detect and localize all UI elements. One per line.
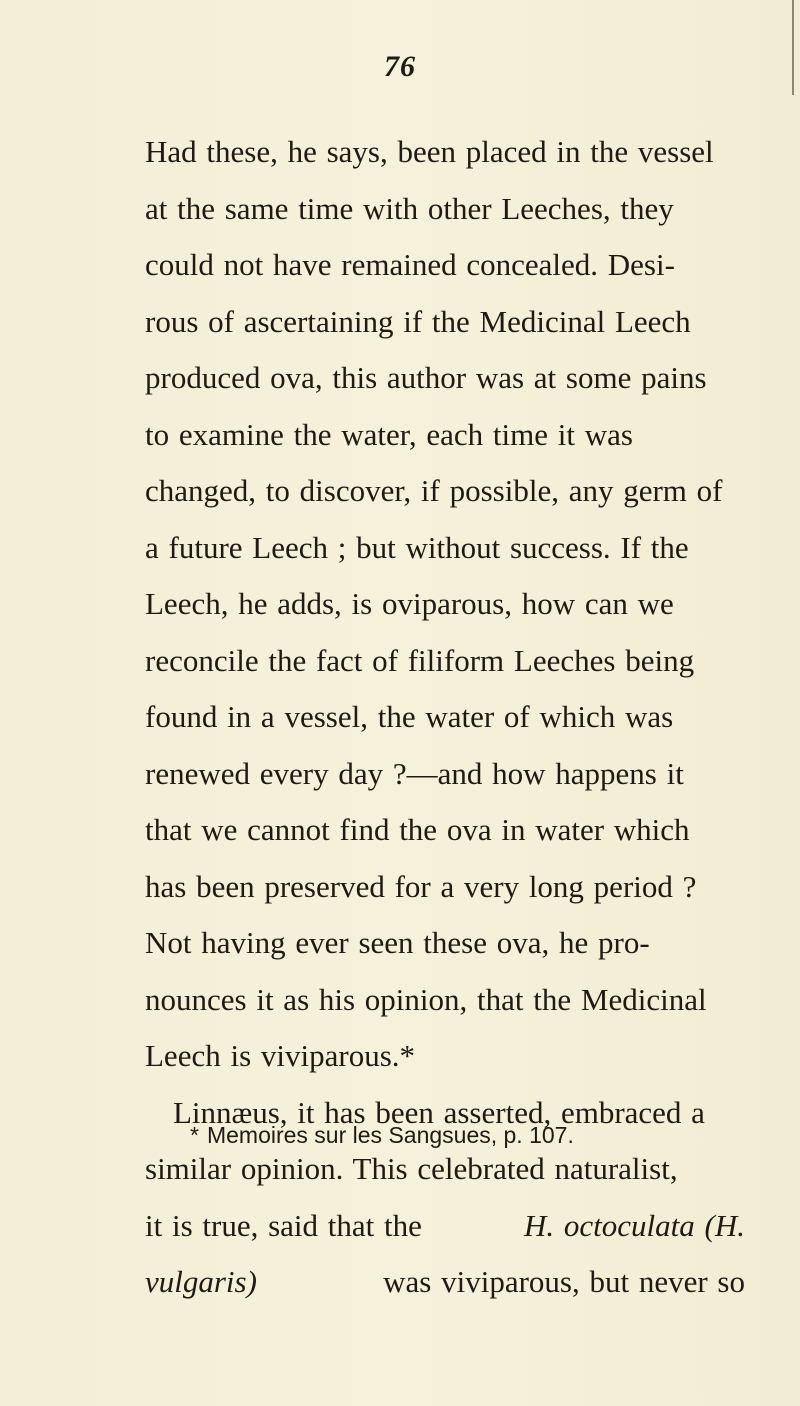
text-line-7: changed, to discover, if possible, any germ of: [145, 473, 723, 508]
text-line-4: rous of ascertaining if the Medicinal Leech: [145, 303, 691, 339]
text-line-12: renewed every day ?—and how happens it: [145, 755, 684, 791]
footnote-text: Memoires sur les Sangsues, p. 107.: [206, 1122, 574, 1148]
text-line-8: a future Leech ; but without success. If the: [145, 529, 689, 565]
text-line-18: Linnæus, it has been asserted, embraced a: [173, 1094, 705, 1130]
text-line-14: has been preserved for a very long period ?: [145, 868, 697, 904]
text-line-6: to examine the water, each time it was: [145, 416, 633, 452]
text-line-15: Not having ever seen these ova, he pro-: [145, 925, 650, 960]
text-line-21-roman: was viviparous, but never so: [383, 1264, 745, 1299]
text-line-2: at the same time with other Leeches, they: [145, 190, 674, 226]
text-line-10: reconcile the fact of filiform Leeches being: [145, 642, 695, 678]
text-line-20: [145, 1204, 745, 1261]
species-name-vulgaris: vulgaris): [145, 1264, 257, 1299]
species-name-octoculata: H. octoculata (H.: [524, 1207, 745, 1243]
text-line-20-roman: it is true, said that the: [145, 1207, 422, 1243]
text-line-1: Had these, he says, been placed in the vessel: [145, 134, 714, 169]
footnote: [190, 1120, 574, 1150]
page-number: 76: [384, 50, 416, 83]
footnote-marker: *: [190, 1122, 199, 1148]
text-line-5: produced ova, this author was at some pains: [145, 360, 707, 395]
text-line-3: could not have remained concealed. Desi-: [145, 247, 675, 282]
text-line-19: similar opinion. This celebrated naturalist,: [145, 1151, 678, 1186]
text-line-13: that we cannot find the ova in water which: [145, 812, 690, 847]
text-line-16: nounces it as his opinion, that the Medicinal: [145, 981, 707, 1017]
text-line-21: [145, 1260, 745, 1317]
text-line-9: Leech, he adds, is oviparous, how can we: [145, 586, 674, 621]
text-line-17: Leech is viviparous.*: [145, 1038, 416, 1073]
text-line-11: found in a vessel, the water of which was: [145, 699, 674, 734]
